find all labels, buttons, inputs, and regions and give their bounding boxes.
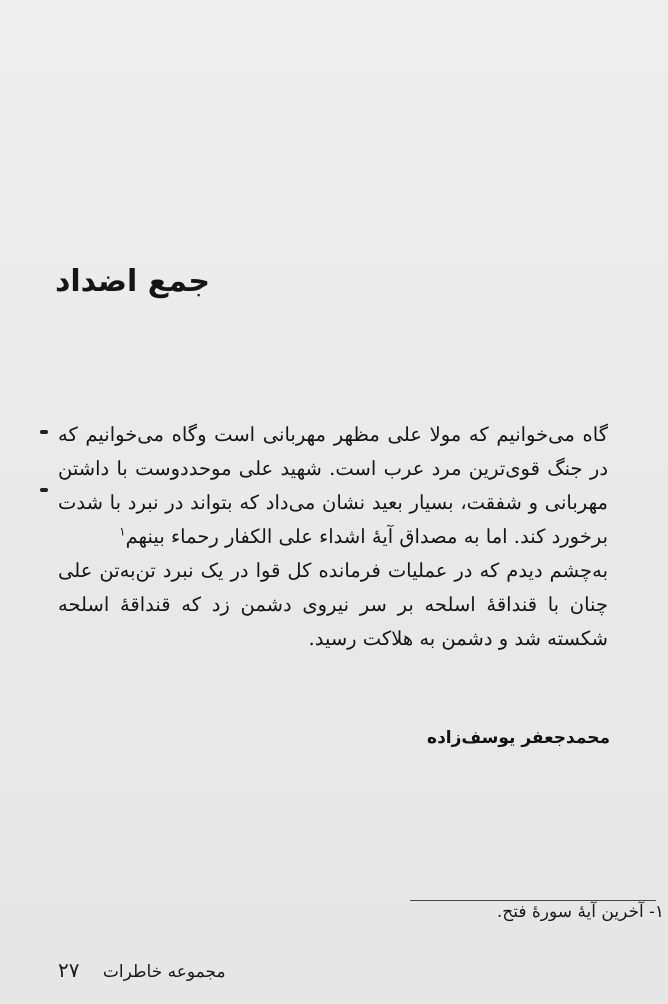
margin-ink-mark (40, 430, 48, 434)
body-text (58, 418, 608, 656)
margin-ink-mark (40, 488, 48, 492)
paragraph (58, 418, 608, 554)
running-footer (58, 958, 248, 982)
paragraph: به‌چشم دیدم که در عملیات فرمانده کل قوا در یک نبرد تن‌به‌تن علی چنان با قنداقهٔ اسلحه بر سر نیروی دشمن زد که قنداقهٔ اسلحه شکسته شد و دشمن به هلاکت رسید. (58, 559, 608, 650)
author-name: محمدجعفر یوسف‌زاده (427, 728, 610, 748)
chapter-title: جمع اضداد (55, 264, 210, 299)
footnote: ۱- آخرین آیهٔ سورهٔ فتح. (496, 902, 664, 922)
footnote-divider (410, 900, 656, 901)
paragraph-text: گاه می‌خوانیم که مولا علی مظهر مهربانی است وگاه می‌خوانیم که در جنگ قوی‌ترین مرد عرب است. شهید علی موحددوست با داشتن مهربانی و شفقت، بسیار بعید نشان می‌داد که بتواند در نبرد با شدت برخورد کند. اما به مصداق آیهٔ اشداء علی الکفار رحماء بینهم (58, 423, 608, 548)
page-number: ۲۷ (58, 958, 80, 982)
footnote-reference[interactable]: ۱ (119, 524, 126, 539)
book-title: مجموعه خاطرات (102, 962, 226, 982)
